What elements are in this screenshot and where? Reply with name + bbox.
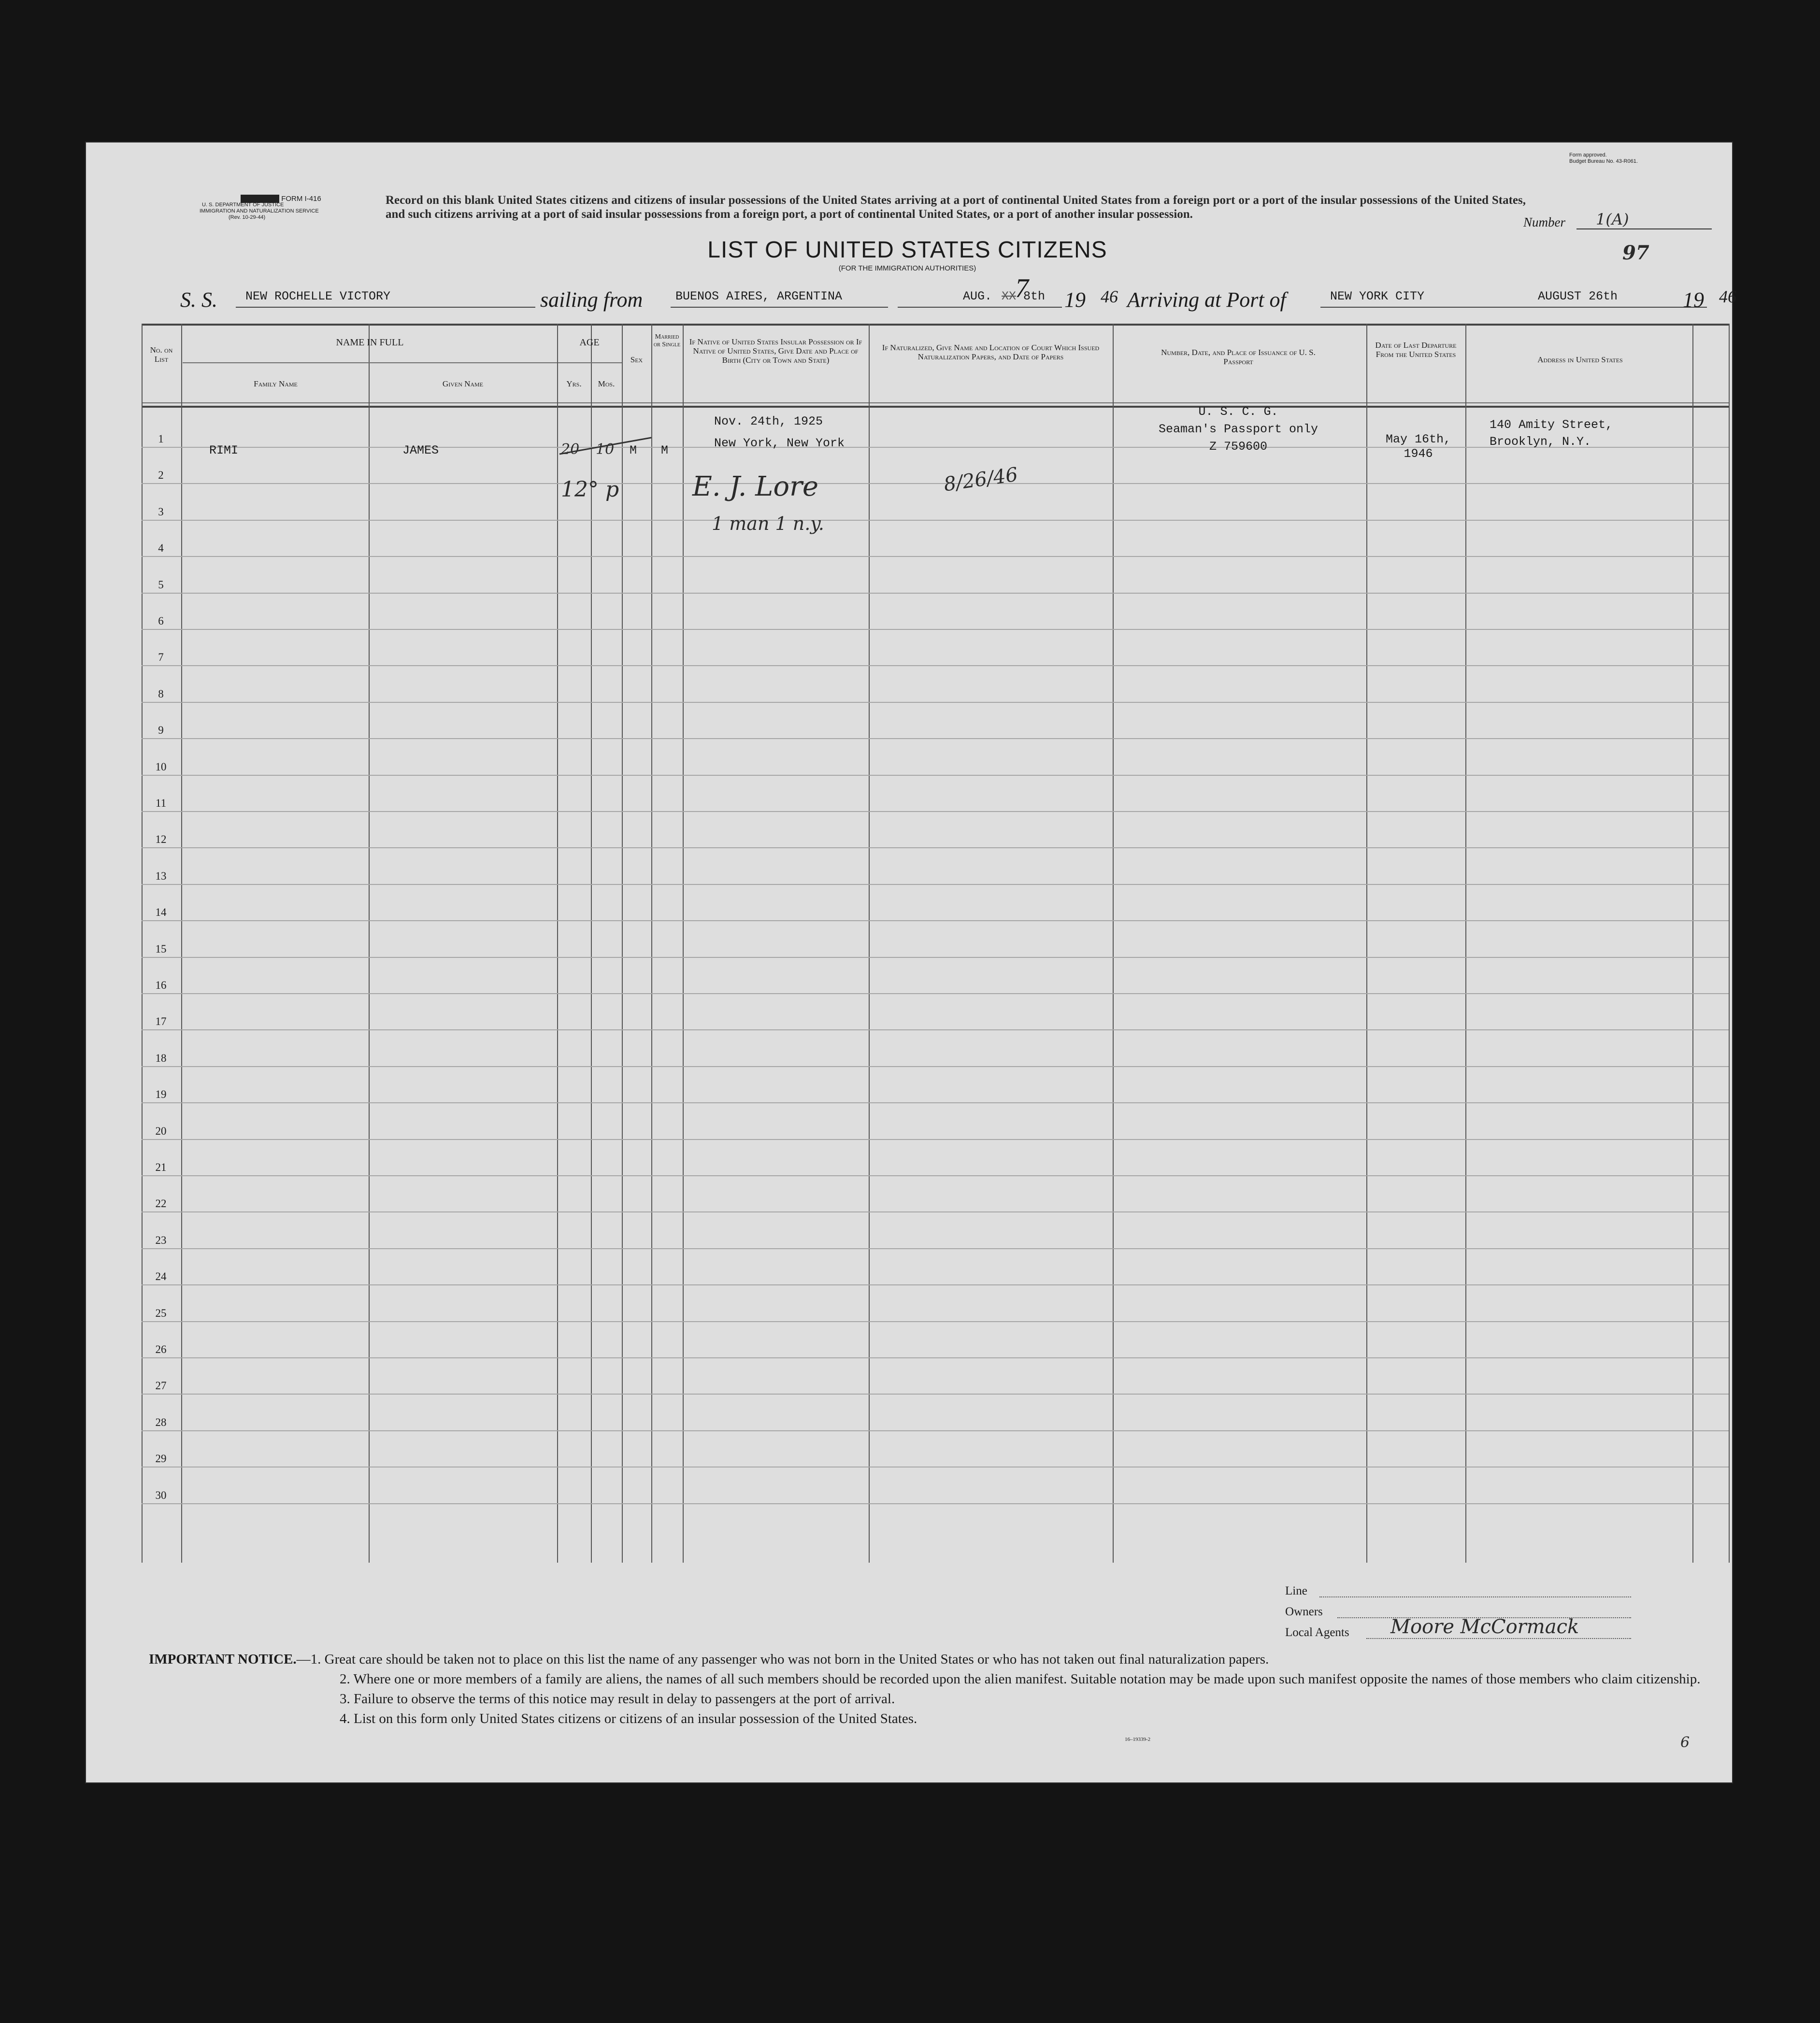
ss-label: S. S. bbox=[180, 288, 217, 312]
row-rule bbox=[142, 1321, 1729, 1322]
row-rule bbox=[142, 665, 1729, 666]
sailing-day-handwritten: 7 bbox=[1015, 273, 1029, 303]
arrival-year-prefix: 19 bbox=[1683, 288, 1704, 312]
budget-bureau-line: Budget Bureau No. 43-R061. bbox=[1569, 158, 1638, 164]
line-field bbox=[1319, 1596, 1631, 1597]
col-family-name: Family Name bbox=[254, 379, 298, 388]
row-number: 22 bbox=[155, 1197, 167, 1210]
local-agents-field bbox=[1366, 1638, 1631, 1639]
sailing-day-printed: 8th bbox=[1023, 289, 1046, 303]
entry-given-name: JAMES bbox=[402, 443, 439, 457]
row-number: 11 bbox=[155, 797, 167, 809]
row-number: 23 bbox=[155, 1234, 167, 1246]
entry-birth-place: New York, New York bbox=[714, 436, 845, 450]
line-label: Line bbox=[1285, 1584, 1307, 1597]
page-subtitle: (FOR THE IMMIGRATION AUTHORITIES) bbox=[838, 264, 976, 272]
entry-birth-date: Nov. 24th, 1925 bbox=[714, 414, 823, 428]
row-number: 17 bbox=[155, 1015, 167, 1028]
row-number: 12 bbox=[155, 833, 167, 846]
row-rule bbox=[142, 920, 1729, 921]
entry-address-city: Brooklyn, N.Y. bbox=[1490, 435, 1591, 449]
inspector-note: 1 man 1 n.y. bbox=[712, 513, 824, 534]
form-approved-note bbox=[1569, 152, 1724, 165]
row-number: 30 bbox=[155, 1489, 167, 1501]
row-number: 2 bbox=[158, 469, 164, 482]
entry-passport-type: Seaman's Passport only bbox=[1158, 422, 1318, 436]
passenger-table bbox=[142, 324, 1729, 1563]
entry-departure-date: May 16th, bbox=[1385, 432, 1451, 446]
row-rule bbox=[142, 1211, 1729, 1212]
row-number: 27 bbox=[155, 1380, 167, 1392]
corner-mark: 6 bbox=[1680, 1734, 1690, 1751]
row-number: 1 bbox=[158, 433, 164, 445]
sailing-month: AUG. bbox=[963, 289, 992, 303]
entry-age-months: 10 bbox=[596, 441, 615, 458]
row-number: 16 bbox=[155, 979, 167, 991]
revision-date: (Rev. 10-29-44) bbox=[229, 214, 266, 220]
row-rule bbox=[142, 593, 1729, 594]
row-rule bbox=[142, 1102, 1729, 1103]
row-rule bbox=[142, 629, 1729, 630]
row-rule bbox=[142, 775, 1729, 776]
notice-item-4: 4. List on this form only United States citizens or citizens of an insular possession of the United States. bbox=[340, 1711, 917, 1726]
row-rule bbox=[142, 1029, 1729, 1030]
row-number: 5 bbox=[158, 578, 164, 591]
inspector-date: 8/26/46 bbox=[942, 463, 1019, 496]
col-age: AGE bbox=[579, 337, 600, 348]
sailing-day-struck: XX bbox=[1002, 289, 1017, 303]
entry-family-name: RIMI bbox=[209, 443, 239, 457]
row-rule bbox=[142, 702, 1729, 703]
row-number: 19 bbox=[155, 1088, 167, 1101]
row-rule bbox=[142, 556, 1729, 557]
row-rule bbox=[142, 1357, 1729, 1358]
entry-address-street: 140 Amity Street, bbox=[1490, 418, 1613, 432]
col-married-or-single: Married or Single bbox=[653, 333, 681, 348]
entry-sex: M bbox=[630, 443, 637, 457]
col-address: Address in United States bbox=[1537, 355, 1623, 364]
notice-item-3: 3. Failure to observe the terms of this notice may result in delay to passengers at the port of arrival. bbox=[340, 1691, 895, 1707]
row-number: 10 bbox=[155, 760, 167, 773]
row-number: 15 bbox=[155, 942, 167, 955]
sailing-year-prefix: 19 bbox=[1064, 288, 1086, 312]
list-number: 1(A) bbox=[1576, 210, 1712, 229]
col-last-departure: Date of Last Departure From the United States bbox=[1375, 341, 1457, 359]
col-native-birth: If Native of United States Insular Possession or If Native of United States, Give Date and Place of Birth (City or Town and State) bbox=[689, 337, 862, 365]
row-rule bbox=[142, 957, 1729, 958]
row-rule bbox=[142, 1284, 1729, 1285]
row-number: 18 bbox=[155, 1052, 167, 1064]
page-number: 97 bbox=[1622, 242, 1649, 264]
important-notice bbox=[149, 1650, 1719, 1729]
col-age-yrs: Yrs. bbox=[566, 379, 582, 388]
row-number: 24 bbox=[155, 1270, 167, 1283]
col-naturalized: If Naturalized, Give Name and Location of Court Which Issued Naturalization Papers, and Date of Papers bbox=[882, 343, 1100, 361]
row-number: 28 bbox=[155, 1416, 167, 1428]
col-no-on-list: No. on List bbox=[150, 345, 173, 364]
print-code: 16–19339-2 bbox=[1125, 1737, 1151, 1742]
row-rule bbox=[142, 1503, 1729, 1504]
arrival-date: AUGUST 26th bbox=[1538, 289, 1618, 303]
row-rule bbox=[142, 483, 1729, 484]
row-number: 14 bbox=[155, 906, 167, 919]
ship-name: NEW ROCHELLE VICTORY bbox=[245, 289, 391, 303]
departure-port: BUENOS AIRES, ARGENTINA bbox=[675, 289, 843, 303]
service-name: IMMIGRATION AND NATURALIZATION SERVICE bbox=[200, 208, 319, 214]
row-rule bbox=[142, 993, 1729, 994]
row-rule bbox=[142, 738, 1729, 739]
page-title: LIST OF UNITED STATES CITIZENS bbox=[707, 237, 1107, 263]
form-approved-line: Form approved. bbox=[1569, 152, 1607, 158]
row-rule bbox=[142, 520, 1729, 521]
sailing-year: 46 bbox=[1101, 287, 1118, 306]
notice-item-1: —1. Great care should be taken not to place on this list the name of any passenger who was not born in the United States or who has not taken out final naturalization papers. bbox=[296, 1652, 1269, 1667]
manifest-sheet bbox=[86, 142, 1736, 1782]
col-sex: Sex bbox=[630, 355, 643, 364]
col-name-in-full: NAME IN FULL bbox=[336, 337, 404, 348]
notice-item-2: 2. Where one or more members of a family are aliens, the names of all such members should be recorded upon the alien manifest. Suitable notation may be made upon such manifest opposite the names of those members who claim citizenship. bbox=[340, 1671, 1701, 1687]
row-number: 21 bbox=[155, 1161, 167, 1173]
row-rule bbox=[142, 884, 1729, 885]
row-rule bbox=[142, 1394, 1729, 1395]
row-number: 8 bbox=[158, 687, 164, 700]
notice-heading: IMPORTANT NOTICE. bbox=[149, 1652, 297, 1667]
row-number: 20 bbox=[155, 1125, 167, 1137]
owners-label: Owners bbox=[1285, 1605, 1323, 1618]
entry-age-years: 20 bbox=[561, 441, 580, 458]
row-number: 29 bbox=[155, 1453, 167, 1465]
row-rule bbox=[142, 811, 1729, 812]
entry-marital-status: M bbox=[661, 443, 669, 457]
col-given-name: Given Name bbox=[442, 379, 484, 388]
entry-passport-issuer: U. S. C. G. bbox=[1198, 405, 1278, 419]
number-label: Number bbox=[1523, 215, 1565, 229]
row-number: 4 bbox=[158, 542, 164, 555]
age-strike-mark bbox=[557, 431, 654, 460]
col-passport: Number, Date, and Place of Issuance of U. S. Passport bbox=[1161, 348, 1316, 366]
entry-departure-year: 1946 bbox=[1404, 447, 1433, 461]
row-rule bbox=[142, 1175, 1729, 1176]
row-rule bbox=[142, 1248, 1729, 1249]
row-rule bbox=[142, 1066, 1729, 1067]
row-number: 6 bbox=[158, 615, 164, 627]
row-number: 9 bbox=[158, 724, 164, 737]
entry-passport-number: Z 759600 bbox=[1209, 440, 1268, 454]
voyage-line bbox=[180, 273, 1736, 316]
row-number: 3 bbox=[158, 505, 164, 518]
col-age-mos: Mos. bbox=[598, 379, 615, 388]
row-number: 7 bbox=[158, 651, 164, 664]
sailing-from-label: sailing from bbox=[540, 288, 643, 312]
row-rule bbox=[142, 1139, 1729, 1140]
local-agents-signature: Moore McCormack bbox=[1390, 1616, 1579, 1638]
row-number: 25 bbox=[155, 1307, 167, 1319]
record-instructions: Record on this blank United States citizens and citizens of insular possessions of the United States arriving at a port of continental United States from a foreign port or a port of the insular possessions of the United States, and such citizens arriving at a port of said insular possessions from a foreign port, a port of continental United States, or a port of another insular possession. bbox=[386, 194, 1526, 221]
arrival-year: 46 bbox=[1719, 287, 1736, 306]
local-agents-label: Local Agents bbox=[1285, 1626, 1349, 1639]
row-rule bbox=[142, 847, 1729, 848]
arriving-label: Arriving at Port of bbox=[1127, 288, 1286, 312]
inspector-signature: E. J. Lore bbox=[692, 471, 818, 502]
row-number: 13 bbox=[155, 869, 167, 882]
row-number: 26 bbox=[155, 1343, 167, 1355]
form-reference: XXXXXXXX FORM I-416 U. S. DEPARTMENT OF JUSTICE IMMIGRATION AND NATURALIZATION SERVICE (Rev. 10-29-44) bbox=[144, 196, 395, 221]
department-name: U. S. DEPARTMENT OF JUSTICE bbox=[202, 202, 284, 208]
age-annotation: 12° p bbox=[561, 477, 619, 502]
row-rule bbox=[142, 1430, 1729, 1431]
arrival-port: NEW YORK CITY bbox=[1330, 289, 1425, 303]
form-number: FORM I-416 bbox=[281, 195, 321, 203]
